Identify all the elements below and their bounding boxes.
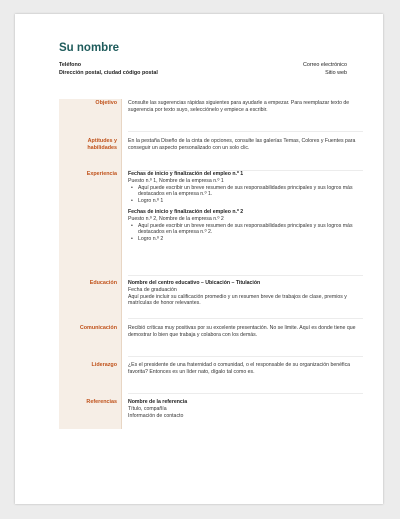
job-position[interactable]: Puesto n.º 1, Nombre de la empresa n.º 1 xyxy=(128,177,224,184)
section-rule xyxy=(128,393,363,394)
section-rule xyxy=(128,356,363,357)
section-rule xyxy=(128,275,363,276)
email[interactable]: Correo electrónico xyxy=(302,62,347,68)
education-date[interactable]: Fecha de graduación xyxy=(128,286,177,293)
section-label-experience: Experiencia xyxy=(86,171,117,177)
education-title[interactable]: Nombre del centro educativo – Ubicación – Titulación xyxy=(128,280,261,286)
address[interactable]: Dirección postal, ciudad código postal xyxy=(59,69,158,76)
objective-text[interactable]: Consulte las sugerencias rápidas siguientes para ayudarle a empezar. Para reemplazar texto de sugerencia por texto suyo, selecciónelo y empiece a escribir. xyxy=(128,100,350,113)
job-bullet[interactable]: • Aquí puede escribir un breve resumen de sus responsabilidades principales y sus logros más destacados en la empresa n.º 1. xyxy=(128,185,363,199)
section-label-objective: Objetivo xyxy=(95,100,117,106)
contact-left xyxy=(59,62,158,77)
section-label-skills-line1: Aptitudes y xyxy=(87,138,117,144)
job-bullet[interactable]: • Aquí puede escribir un breve resumen de sus responsabilidades principales y sus logros más destacados en la empresa n.º 2. xyxy=(128,223,363,237)
resume-name[interactable]: Su nombre xyxy=(59,42,120,54)
leadership-text[interactable]: ¿Es el presidente de una fraternidad o comunidad, o el responsable de su organización benéfica favorita? Entonces es un líder nato, dígalo tal como es. xyxy=(128,362,351,375)
section-label-skills-line2: habilidades xyxy=(87,144,117,151)
job-bullet[interactable]: • Logro n.º 2 xyxy=(128,236,363,243)
section-label-references: Referencias xyxy=(86,399,117,405)
job-position[interactable]: Puesto n.º 2, Nombre de la empresa n.º 2 xyxy=(128,215,224,222)
reference-contact[interactable]: Información de contacto xyxy=(128,412,184,419)
job-dates[interactable]: Fechas de inicio y finalización del empleo n.º 1 xyxy=(128,171,244,177)
education-body xyxy=(128,280,363,307)
section-label-skills xyxy=(59,138,117,152)
section-label-communication: Comunicación xyxy=(79,325,117,331)
communication-text[interactable]: Recibió críticas muy positivas por su excelente presentación. No se limite. Aquí es donde tiene que demostrar lo bien que trabaja y colabora con los demás. xyxy=(128,325,356,338)
section-rule xyxy=(128,318,363,319)
job-dates[interactable]: Fechas de inicio y finalización del empleo n.º 2 xyxy=(128,208,244,215)
website[interactable]: Sitio web xyxy=(325,69,347,76)
experience-body xyxy=(128,171,363,243)
section-label-education: Educación xyxy=(89,280,117,286)
skills-text[interactable]: En la pestaña Diseño de la cinta de opciones, consulte las galerías Temas, Colores y Fuentes para conseguir un aspecto personalizado con un solo clic. xyxy=(128,138,356,151)
contact-right xyxy=(303,62,347,77)
references-body xyxy=(128,399,363,419)
reference-title[interactable]: Título, compañía xyxy=(128,405,167,412)
label-column-divider xyxy=(121,99,122,429)
section-rule xyxy=(128,131,363,132)
section-label-leadership: Liderazgo xyxy=(91,362,117,368)
resume-page xyxy=(15,14,383,504)
job-bullet[interactable]: • Logro n.º 1 xyxy=(128,198,363,205)
phone[interactable]: Teléfono xyxy=(59,62,82,68)
reference-name[interactable]: Nombre de la referencia xyxy=(128,399,188,405)
education-text[interactable]: Aquí puede incluir su calificación promedio y un resumen breve de trabajos de clase, premios y matrículas de honor relevantes. xyxy=(128,293,347,307)
